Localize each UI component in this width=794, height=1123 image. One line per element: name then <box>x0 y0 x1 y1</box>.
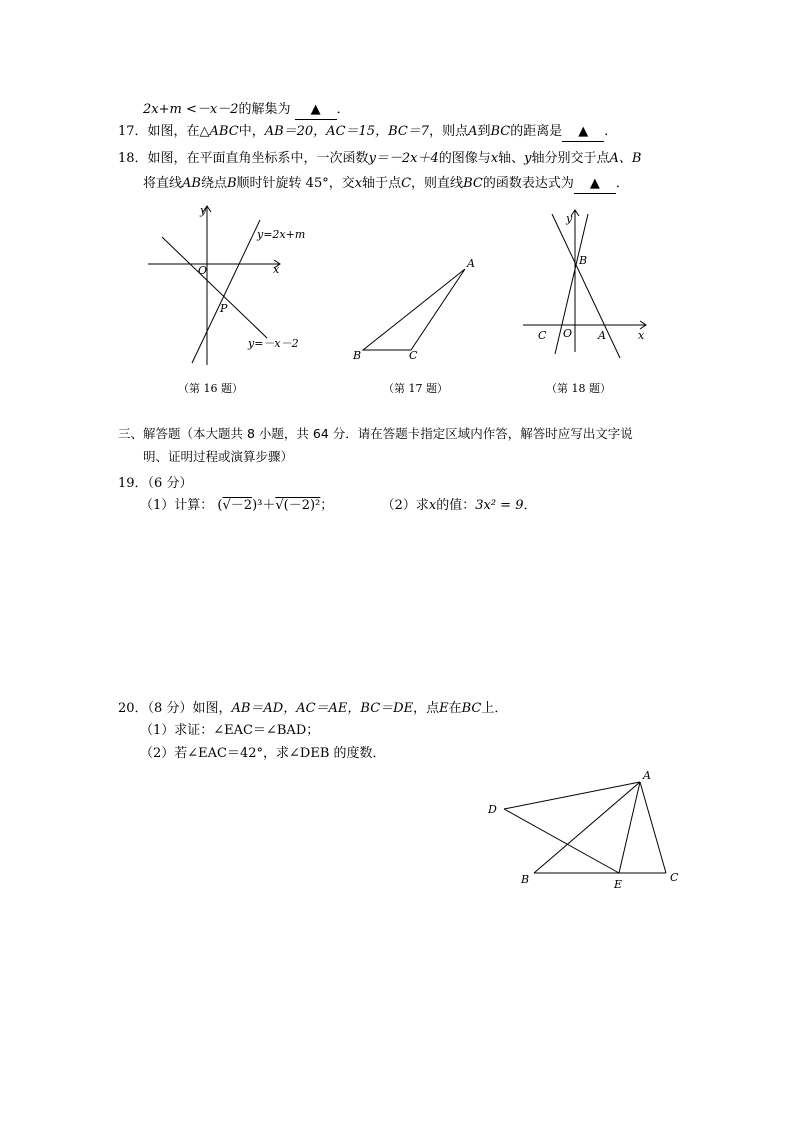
q19-part2-end: ． <box>523 498 537 513</box>
q18-text-i: ，则直线 <box>411 176 464 191</box>
fig16-label-line1: y=2x+m <box>257 228 306 241</box>
fig16-label-p: P <box>220 302 228 315</box>
q20-head: 20．（8 分）如图， <box>118 701 232 716</box>
q17-number: 17． <box>118 124 148 139</box>
q17-given: AB＝20，AC＝15，BC＝7 <box>264 124 430 139</box>
q19-part2-eq: 3x² = 9 <box>475 498 524 513</box>
fig20-label-a: A <box>643 769 651 782</box>
q18-text-j: 的函数表达式为 <box>482 176 574 191</box>
fig18-label-b: B <box>579 254 588 267</box>
fig17-label-c: C <box>409 349 418 362</box>
figure-16 <box>140 200 320 370</box>
fig20-segment-ad <box>504 782 640 809</box>
q18-text-e: 将直线 <box>143 176 183 191</box>
fig16-caption: （第 16 题） <box>178 382 243 395</box>
section3-title: 三、解答题（本大题共 8 小题，共 64 分．请在答题卡指定区域内作答，解答时应写出文字说 <box>118 426 633 441</box>
fig20-label-d: D <box>488 803 497 816</box>
q18-number: 18． <box>118 151 148 166</box>
q17-text-d: 到 <box>477 124 491 139</box>
fig20-segment-ae <box>619 782 640 873</box>
figure-17 <box>345 255 485 365</box>
q18-text-d: 轴分别交于点 <box>531 151 610 166</box>
q20-point-e: E <box>439 701 449 716</box>
q20-end: 上． <box>481 701 508 716</box>
q18-y-axis: y <box>524 151 532 166</box>
q17-text-c: ，则点 <box>429 124 469 139</box>
q17-text-b: 中， <box>238 124 265 139</box>
fig18-caption: （第 18 题） <box>546 382 611 395</box>
q18-line-1 <box>118 150 641 168</box>
q18-x-axis: x <box>490 151 499 166</box>
q19-part1-expression: (√－2)³＋√(－2)²； <box>217 498 334 513</box>
q18-text-g: 顺时针旋转 45°，交 <box>236 176 355 191</box>
q20-mid: ，点 <box>413 701 440 716</box>
q17-triangle-name: ABC <box>209 124 239 139</box>
fig18-label-x: x <box>638 329 645 342</box>
fig17-triangle <box>363 269 465 350</box>
fig16-label-o: O <box>198 264 208 277</box>
q20-segment-bc: BC <box>461 701 482 716</box>
fig20-segment-ac <box>640 782 666 873</box>
q19-part2-label: （2）求 <box>381 498 429 513</box>
fig18-label-o: O <box>563 327 573 340</box>
fig20-label-c: C <box>670 871 679 884</box>
section3-title-cont: 明、证明过程或演算步骤） <box>143 449 294 464</box>
q18-line-bc: BC <box>463 176 483 191</box>
q18-points-ab: A、B <box>609 151 642 166</box>
q16-inequality: 2x+m <－x－2 <box>143 102 239 117</box>
q17-answer-blank: ▲ <box>562 123 604 142</box>
figure-20 <box>484 765 684 895</box>
q19-part2-text: 的值： <box>436 498 476 513</box>
fig20-segment-de <box>504 809 619 873</box>
q17-text-e: 的距离是 <box>510 124 563 139</box>
q19-part2-var: x <box>428 498 437 513</box>
q18-text-a: 如图，在平面直角坐标系中，一次函数 <box>147 151 369 166</box>
fig18-label-c: C <box>538 329 547 342</box>
figure-18 <box>520 206 655 361</box>
q20-part1: （1）求证：∠EAC＝∠BAD； <box>140 723 320 738</box>
q17-segment-bc: BC <box>490 124 511 139</box>
q18-answer-blank: ▲ <box>574 175 616 194</box>
q17-point-a: A <box>468 124 478 139</box>
fig17-caption: （第 17 题） <box>383 382 448 395</box>
fig20-segment-ab <box>534 782 640 873</box>
q18-x-axis-2: x <box>354 176 363 191</box>
fig17-label-b: B <box>353 349 362 362</box>
q18-point-b: B <box>226 176 237 191</box>
fig16-label-y: y <box>200 204 207 217</box>
q16-text: 的解集为 <box>238 102 291 117</box>
q20-part2: （2）若∠EAC＝42°，求∠DEB 的度数． <box>140 746 386 761</box>
q20-on: 在 <box>448 701 462 716</box>
fig18-label-a: A <box>598 329 606 342</box>
q16-tail-line: 2x+m <－x－2的解集为 ▲ ． <box>143 101 350 120</box>
q18-text-h: 轴于点 <box>362 176 402 191</box>
fig16-label-line2: y=－x－2 <box>248 337 299 350</box>
q17-line: 17．如图，在△ABC中，AB＝20，AC＝15，BC＝7，则点A到BC的距离是 ▲ ． <box>118 123 617 142</box>
q18-line-ab: AB <box>182 176 201 191</box>
q19-part1-label: （1）计算： <box>140 498 214 513</box>
q16-answer-blank: ▲ <box>295 101 337 120</box>
q18-line-2: 将直线AB绕点B顺时针旋转 45°，交x轴于点C，则直线BC的函数表达式为 ▲ ． <box>143 175 629 194</box>
fig20-label-e: E <box>614 878 623 891</box>
q18-text-b: 的图像与 <box>438 151 491 166</box>
q20-given: AB＝AD，AC＝AE，BC＝DE <box>231 701 414 716</box>
fig20-label-b: B <box>521 873 530 886</box>
q18-point-c: C <box>401 176 412 191</box>
fig16-line-neg-x-2 <box>162 237 267 338</box>
q18-function: y＝－2x＋4 <box>368 151 439 166</box>
q17-text-a: 如图，在△ <box>147 124 210 139</box>
fig16-label-x: x <box>273 263 280 276</box>
fig17-label-a: A <box>467 257 475 270</box>
q19-header: 19．（6 分） <box>118 476 193 491</box>
q18-text-f: 绕点 <box>200 176 227 191</box>
fig18-label-y: y <box>566 212 573 225</box>
q18-text-c: 轴、 <box>498 151 525 166</box>
q20-stem <box>118 700 507 718</box>
q19-parts <box>140 497 536 515</box>
